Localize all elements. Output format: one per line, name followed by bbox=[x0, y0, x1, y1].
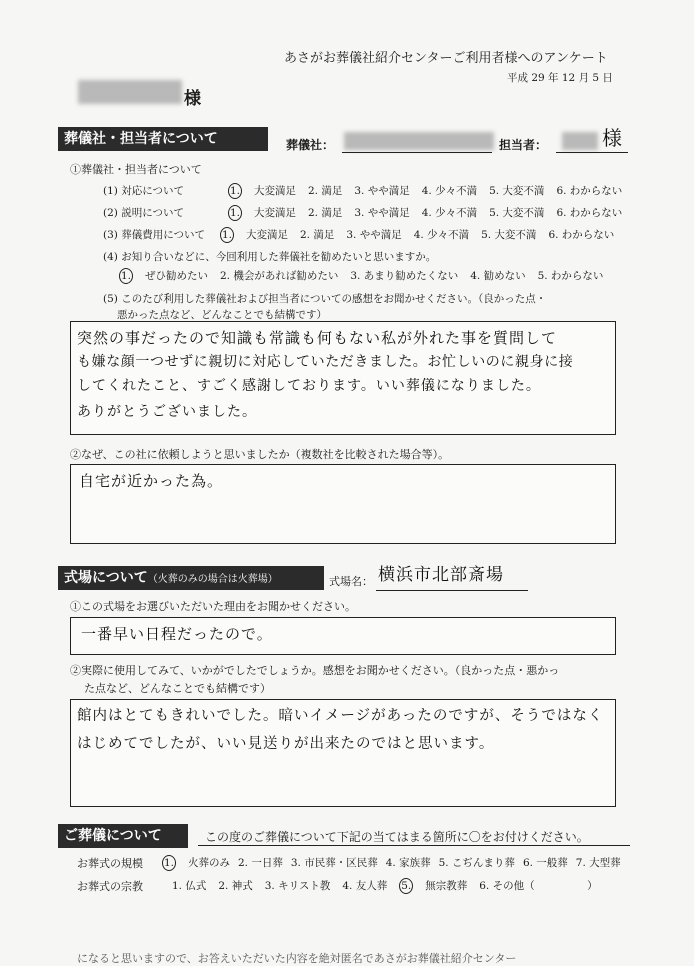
scale-opt6[interactable]: 6. 一般葬 bbox=[522, 857, 568, 869]
q4-opt1-number[interactable]: 1. bbox=[120, 270, 132, 282]
venue-name-handwritten: 横浜市北部斎場 bbox=[378, 565, 504, 585]
scale-options bbox=[162, 855, 621, 871]
scale-opt4[interactable]: 4. 家族葬 bbox=[385, 857, 431, 869]
row3-opt1-number[interactable]: 1. bbox=[221, 229, 233, 241]
religion-opt3[interactable]: 3. キリスト教 bbox=[264, 880, 331, 892]
q5-answer-line4: ありがとうございました。 bbox=[77, 404, 257, 420]
venue-heading-note: （火葬のみの場合は火葬場） bbox=[147, 574, 278, 585]
row3-label: (3) 葬儀費用について bbox=[103, 229, 206, 241]
row1-opt4[interactable]: 4. 少々不満 bbox=[421, 185, 478, 197]
q4-opt2[interactable]: 2. 機会があれば勧めたい bbox=[220, 270, 339, 282]
q4-options bbox=[119, 268, 615, 284]
scale-opt2[interactable]: 2. 一日葬 bbox=[238, 857, 283, 869]
row1-opt1[interactable]: 大変満足 bbox=[254, 185, 296, 197]
q2-answer-box[interactable] bbox=[70, 464, 616, 544]
section-heading-funeral-company: 葬儀社・担当者について bbox=[58, 127, 268, 151]
staff-underline bbox=[556, 152, 628, 153]
q4-opt1[interactable]: ぜひ勧めたい bbox=[145, 270, 208, 282]
q1-title: ①葬儀社・担当者について bbox=[70, 163, 202, 176]
row1-options bbox=[228, 183, 634, 199]
scale-opt7[interactable]: 7. 大型葬 bbox=[575, 857, 621, 869]
religion-label: お葬式の宗教 bbox=[77, 880, 143, 893]
company-label: 葬儀社： bbox=[286, 138, 335, 152]
row1-label: (1) 対応について bbox=[103, 185, 185, 197]
company-underline bbox=[342, 152, 492, 153]
row3-opt1[interactable]: 大変満足 bbox=[246, 229, 288, 241]
religion-opt2[interactable]: 2. 神式 bbox=[218, 880, 253, 892]
venue-underline bbox=[376, 590, 528, 591]
row2-opt3[interactable]: 3. やや満足 bbox=[354, 207, 410, 219]
venue-q2-text-cont: た点など、どんなことでも結構です） bbox=[84, 682, 271, 695]
venue-q2-answer-line1: 館内はとてもきれいでした。暗いイメージがあったのですが、そうではなく bbox=[77, 708, 604, 724]
q5-answer-line3: してくれたこと、すごく感謝しております。いい葬儀になりました。 bbox=[77, 378, 541, 394]
row2-label: (2) 説明について bbox=[103, 207, 185, 219]
row2-opt5[interactable]: 5. 大変不満 bbox=[489, 207, 545, 219]
footer-partial-text: になると思いますので、お答えいただいた内容を絶対匿名であさがお葬儀社紹介センター bbox=[77, 952, 517, 965]
venue-q1-answer: 一番早い日程だったので。 bbox=[81, 625, 273, 643]
row1-opt6[interactable]: 6. わからない bbox=[556, 185, 623, 197]
q2-text: ②なぜ、この社に依頼しようと思いましたか（複数社を比較された場合等）。 bbox=[70, 448, 450, 461]
venue-heading-text: 式場について bbox=[64, 570, 148, 586]
venue-q1-text: ①この式場をお選びいただいた理由をお聞かせください。 bbox=[70, 600, 356, 613]
scale-opt1-number[interactable]: 1. bbox=[163, 857, 175, 869]
row3-opt3[interactable]: 3. やや満足 bbox=[346, 229, 402, 241]
survey-title: あさがお葬儀社紹介センターご利用者様へのアンケート bbox=[284, 51, 608, 66]
row2-opt2[interactable]: 2. 満足 bbox=[308, 207, 343, 219]
row2-opt1[interactable]: 大変満足 bbox=[254, 207, 296, 219]
q5-text: (5) このたび利用した葬儀社および担当者についての感想をお聞かせください。（良かった点・ bbox=[103, 293, 547, 305]
staff-suffix-handwritten: 様 bbox=[602, 126, 623, 150]
venue-q1-answer-box[interactable] bbox=[70, 617, 616, 655]
row2-opt4[interactable]: 4. 少々不満 bbox=[421, 207, 478, 219]
section-heading-funeral: ご葬儀について bbox=[58, 824, 188, 848]
funeral-instruction: この度のご葬儀について下記の当てはまる箇所に〇をお付けください。 bbox=[205, 830, 589, 844]
religion-opt6[interactable]: 6. その他（ ） bbox=[479, 880, 598, 892]
scale-opt1[interactable]: 火葬のみ bbox=[188, 857, 230, 869]
row1-opt3[interactable]: 3. やや満足 bbox=[354, 185, 410, 197]
survey-date: 平成 29 年 12 月 5 日 bbox=[507, 72, 613, 84]
row1-opt2[interactable]: 2. 満足 bbox=[308, 185, 343, 197]
q5-text-cont: 悪かった点など、どんなことでも結構です） bbox=[117, 309, 327, 321]
row2-options bbox=[228, 205, 634, 221]
religion-opt5-number[interactable]: 5. bbox=[401, 880, 412, 892]
row3-opt4[interactable]: 4. 少々不満 bbox=[413, 229, 470, 241]
q4-opt3[interactable]: 3. あまり勧めたくない bbox=[350, 270, 459, 282]
venue-label: 式場名： bbox=[329, 575, 373, 588]
scale-opt3[interactable]: 3. 市民葬・区民葬 bbox=[290, 857, 378, 869]
row3-opt5[interactable]: 5. 大変不満 bbox=[481, 229, 537, 241]
venue-q2-answer-box[interactable] bbox=[70, 699, 616, 807]
recipient-name-redacted bbox=[78, 80, 182, 104]
q5-answer-line2: も嫌な顔一つせずに親切に対応していただきました。お忙しいのに親身に接 bbox=[77, 354, 574, 370]
scale-label: お葬式の規模 bbox=[77, 857, 143, 870]
row2-opt6[interactable]: 6. わからない bbox=[556, 207, 623, 219]
row3-opt2[interactable]: 2. 満足 bbox=[300, 229, 335, 241]
scale-opt5[interactable]: 5. こぢんまり葬 bbox=[438, 857, 515, 869]
row3-opt6[interactable]: 6. わからない bbox=[548, 229, 615, 241]
q4-opt4[interactable]: 4. 勧めない bbox=[470, 270, 526, 282]
venue-q2-text: ②実際に使用してみて、いかがでしたでしょうか。感想をお聞かせください。（良かった点・悪かっ bbox=[70, 664, 560, 677]
row3-options bbox=[220, 227, 626, 243]
q2-answer: 自宅が近かった為。 bbox=[79, 472, 224, 490]
staff-label: 担当者： bbox=[499, 138, 548, 152]
instruction-underline bbox=[198, 845, 630, 846]
religion-opt1[interactable]: 1. 仏式 bbox=[172, 880, 207, 892]
row1-opt1-number[interactable]: 1. bbox=[229, 185, 241, 197]
q5-answer-box[interactable] bbox=[70, 321, 616, 435]
q5-answer-line1: 突然の事だったので知識も常識も何もない私が外れた事を質問して bbox=[77, 329, 558, 347]
q4-opt5[interactable]: 5. わからない bbox=[537, 270, 604, 282]
section-heading-venue bbox=[58, 566, 324, 590]
venue-q2-answer-line2: はじめてでしたが、いい見送りが出来たのではと思います。 bbox=[77, 736, 495, 752]
row2-opt1-number[interactable]: 1. bbox=[229, 207, 241, 219]
religion-opt5[interactable]: 無宗教葬 bbox=[425, 880, 468, 892]
religion-options bbox=[172, 878, 610, 894]
company-name-redacted bbox=[344, 132, 494, 150]
q4-text: (4) お知り合いなどに、今回利用した葬儀社を勧めたいと思いますか。 bbox=[103, 251, 437, 263]
row1-opt5[interactable]: 5. 大変不満 bbox=[489, 185, 545, 197]
religion-opt4[interactable]: 4. 友人葬 bbox=[342, 880, 388, 892]
staff-name-redacted bbox=[562, 132, 598, 150]
recipient-suffix: 様 bbox=[184, 89, 201, 109]
